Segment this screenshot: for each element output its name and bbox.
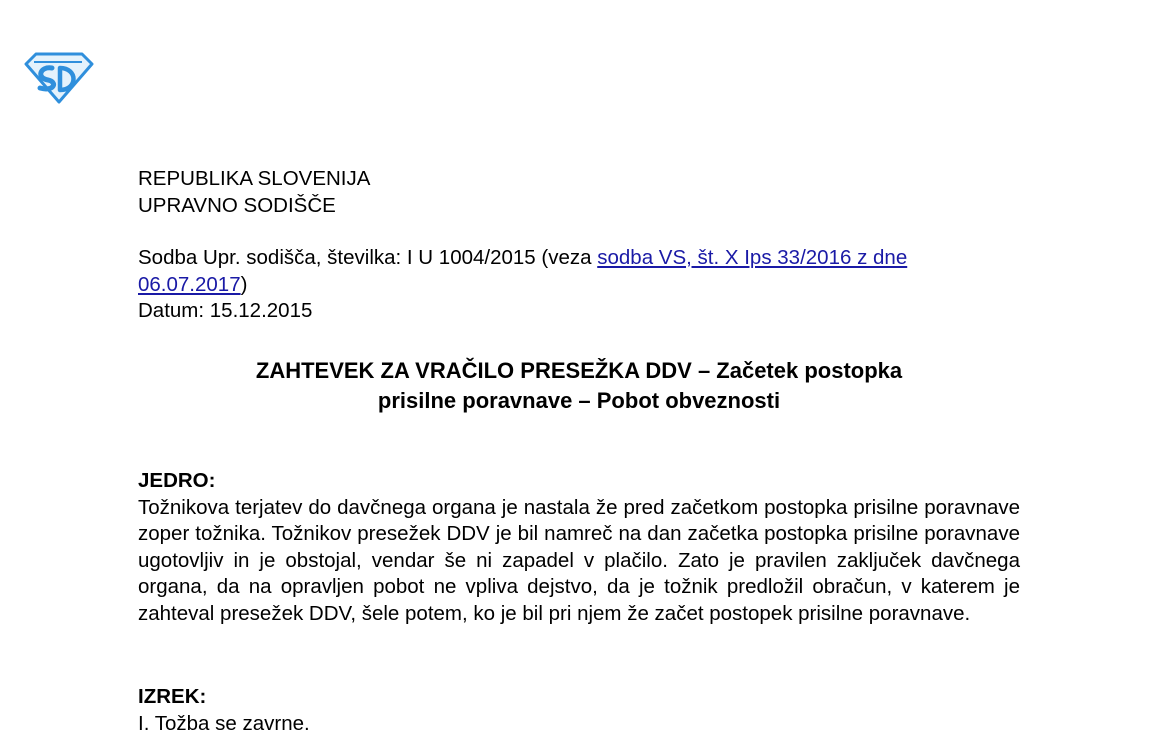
country-name: REPUBLIKA SLOVENIJA	[138, 167, 371, 190]
document-header	[138, 166, 1020, 219]
title-line-1: ZAHTEVEK ZA VRAČILO PRESEŽKA DDV – Začetek postopka	[255, 358, 903, 383]
jedro-section	[138, 468, 1020, 627]
title-line-2: prisilne poravnave – Pobot obveznosti	[377, 388, 781, 413]
case-meta	[138, 245, 1020, 325]
related-judgment-link[interactable]: sodba VS, št. X Ips 33/2016 z dne 06.07.2017	[138, 246, 908, 296]
izrek-heading: IZREK:	[138, 685, 207, 708]
case-reference	[138, 245, 1020, 298]
case-number: Sodba Upr. sodišča, številka: I U 1004/2015 (veza	[138, 246, 598, 269]
jedro-body: Tožnikova terjatev do davčnega organa je nastala že pred začetkom postopka prisilne poravnave zoper tožnika. Tožnikov presežek DDV je bil namreč na dan začetka postopka prisilne poravnave ugotovljiv in je obstojal, vendar še ni zapadel v plačilo. Zato je pravilen zaključek davčnega organa, da na opravljen pobot ne vpliva dejstvo, da je tožnik predložil obračun, v katerem je zahteval presežek DDV, šele potem, ko je bil pri njem že začet postopek prisilne poravnave.	[138, 495, 1020, 625]
case-reference-close: )	[240, 272, 248, 296]
court-name: UPRAVNO SODIŠČE	[138, 193, 336, 217]
document-title	[138, 356, 1020, 416]
jedro-heading: JEDRO:	[138, 469, 216, 492]
decision-date: Datum: 15.12.2015	[138, 299, 313, 322]
court-emblem-icon	[22, 50, 94, 104]
izrek-section	[138, 684, 1020, 737]
izrek-item: I. Tožba se zavrne.	[138, 711, 310, 735]
